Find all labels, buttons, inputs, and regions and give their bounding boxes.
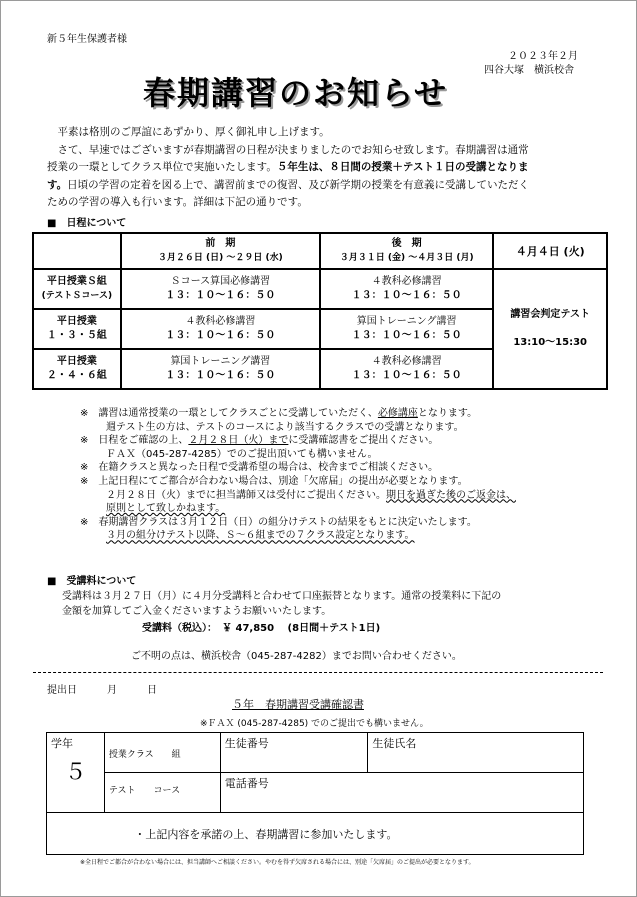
note-text: となります。 (417, 408, 478, 419)
note-4b (80, 489, 600, 503)
confirmation-form (46, 732, 584, 855)
footer-note: ※全日程でご都合が合わない場合には、担当講師へご相談ください。やむを得ず欠席される場合には、別途「欠席届」のご提出が必要となります。 (80, 859, 475, 866)
intro-line-2: さて、早速ではございますが春期講習の日程が決まりましたのでお知らせ致します。春期講習は通常 (47, 143, 529, 156)
intro-text (47, 124, 607, 212)
front-term-title: 前 期 (205, 238, 236, 249)
course-name: ４教科必修講習 (371, 276, 442, 287)
fee-amount: 受講料（税込）： ￥ 47,850 (8日間＋テスト1日) (142, 623, 381, 634)
course-name: ４教科必修講習 (371, 356, 442, 367)
course-name: Ｓコース算国必修講習 (170, 276, 271, 287)
consent-blank (47, 813, 105, 855)
contact-line: ご不明の点は、横浜校舎（045-287-4282）までお問い合わせください。 (131, 651, 462, 662)
fee-heading: ■ 受講料について (47, 576, 137, 587)
class-field[interactable]: 授業クラス 組 (104, 733, 220, 773)
intro-line-4 (47, 177, 607, 195)
schedule-heading: ■ 日程について (47, 218, 127, 229)
note-underline: 期日を過ぎた後のご返金は、 (386, 489, 516, 501)
intro-line-3-bold: ５年生は、８日間の授業＋テスト１日の受講となりま (276, 161, 529, 173)
course-time: １３：１０～１６：５０ (165, 370, 276, 381)
row-label-246 (33, 349, 121, 389)
note-4: ※ 上記日程にてご都合が合わない場合は、別途「欠席届」の提出が必要となります。 (80, 475, 468, 487)
grade-value: ５ (64, 760, 87, 785)
back-term-header (320, 233, 493, 269)
note-text: ２月２８日（火）までに担当講師又は受付にご提出ください。 (106, 489, 386, 501)
course-name: ４教科必修講習 (185, 316, 256, 327)
note-underline: 原則として致しかねます。 (106, 503, 226, 515)
test-date-header: ４月４日 (火) (493, 233, 607, 269)
note-2b: ＦＡＸ（045-287-4285）でのご提出頂いても構いません。 (106, 448, 378, 460)
fax-note: ※ＦＡＸ (045-287-4285) でのご提出でも構いません。 (200, 719, 429, 729)
schedule-cell (121, 269, 320, 309)
row-label-line: 平日授業Ｓ組 (46, 276, 107, 287)
intro-line-3 (47, 159, 607, 177)
grade-cell (47, 733, 105, 813)
course-name: 算国トレーニング講習 (170, 356, 271, 367)
note-6 (80, 529, 600, 543)
course-time: １３：１０～１６：５０ (165, 330, 276, 341)
front-term-header (121, 233, 320, 269)
row-label-line: １・３・５組 (46, 330, 107, 341)
submit-date: 提出日 月 日 (47, 685, 157, 696)
back-term-dates: ３月３１日 (金) ～４月３日 (月) (339, 253, 474, 263)
note-1 (80, 407, 600, 421)
note-5: ※ 春期講習クラスは３月１２日（日）の組分けテストの結果をもとに決定いたします。 (80, 516, 477, 528)
cut-line (33, 672, 603, 673)
intro-line-3-text: 授業の一環としてクラス単位で実施いたします。 (47, 161, 277, 173)
note-underline: ３月の組分けテスト以降、Ｓ～６組までの７クラス設定となります。 (106, 530, 415, 542)
test-name: 講習会判定テスト (510, 309, 590, 320)
note-underline: 必修講座 (377, 408, 418, 419)
note-text: ※ 日程をご確認の上、 (80, 435, 189, 447)
note-text: に受講確認書をご提出ください。 (288, 435, 439, 447)
test-course-field[interactable]: テスト コース (104, 773, 220, 813)
form-title: ５年 春期講習受講確認書 (232, 698, 364, 711)
intro-line-5: ための学習の導入も行います。詳細は下記の通りです。 (47, 196, 308, 208)
recipient: 新５年生保護者様 (47, 34, 127, 45)
schedule-cell (320, 349, 493, 389)
note-4c (80, 502, 600, 516)
note-3: ※ 在籍クラスと異なった日程で受講希望の場合は、校舎までご相談ください。 (80, 462, 439, 474)
row-label-line: ２・４・６組 (46, 370, 107, 381)
fee-line-1: 受講料は３月２７日（月）に４月分受講料と合わせて口座振替となります。通常の授業料に下記の (62, 591, 502, 602)
school-name: 四谷大塚 横浜校舎 (484, 65, 574, 76)
course-time: １３：１０～１６：５０ (351, 290, 462, 301)
course-time: １３：１０～１６：５０ (165, 290, 276, 301)
test-time: 13:10～15:30 (513, 337, 587, 348)
fee-line-2: 金額を加算してご入金くださいますようお願いいたします。 (62, 606, 332, 617)
back-term-title: 後 期 (391, 238, 422, 249)
issue-date: ２０２３年２月 (508, 51, 578, 62)
course-time: １３：１０～１６：５０ (351, 370, 462, 381)
schedule-cell (121, 309, 320, 349)
note-text: ※ 講習は通常授業の一環としてクラスごとに受講していただく、 (80, 408, 378, 419)
note-underline: ２月２８日（火）まで (188, 435, 289, 447)
schedule-cell (121, 349, 320, 389)
student-number-field[interactable]: 生徒番号 (220, 733, 368, 773)
consent-text: ・上記内容を承諾の上、春期講習に参加いたします。 (104, 813, 583, 855)
page-title: 春期講習のお知らせ (143, 74, 449, 112)
intro-line-4-bold: す。 (47, 178, 68, 191)
grade-label: 学年 (51, 737, 73, 750)
intro-line-1: 平素は格別のご厚誼にあずかり、厚く御礼申し上げます。 (47, 126, 330, 138)
row-label-s (33, 269, 121, 309)
schedule-corner-cell (33, 233, 121, 269)
schedule-cell (320, 309, 493, 349)
schedule-cell (320, 269, 493, 309)
note-1b: 週テスト生の方は、テストのコースにより該当するクラスでの受講となります。 (106, 421, 464, 433)
notes-block (80, 407, 600, 543)
student-name-field[interactable]: 生徒氏名 (368, 733, 584, 773)
course-name: 算国トレーニング講習 (356, 316, 457, 327)
note-2 (80, 434, 600, 448)
schedule-table (32, 232, 608, 390)
row-label-line: 平日授業 (56, 316, 97, 327)
intro-line-4-text: 日頃の学習の定着を図る上で、講習前までの復習、及び新学期の授業を有意義に受講していただく (67, 178, 529, 191)
front-term-dates: ３月２６日 (日) ～２９日 (水) (157, 253, 283, 263)
row-label-135 (33, 309, 121, 349)
row-label-line: 平日授業 (56, 356, 97, 367)
phone-field[interactable]: 電話番号 (220, 773, 583, 813)
row-label-line: (テストＳコース) (41, 291, 113, 301)
course-time: １３：１０～１６：５０ (351, 330, 462, 341)
test-cell (493, 269, 607, 389)
